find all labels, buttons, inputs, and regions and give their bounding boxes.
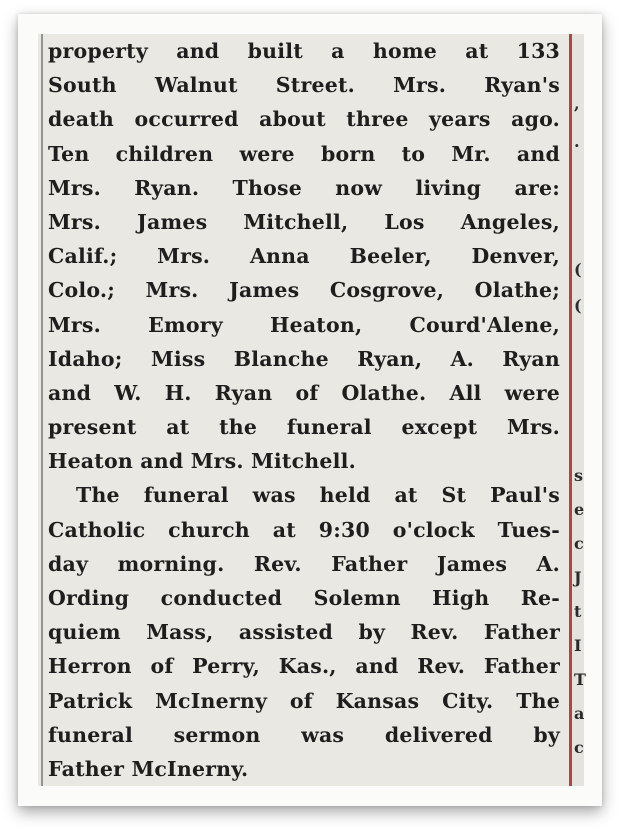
article-line: Mrs. Ryan. Those now living are: xyxy=(48,175,560,200)
next-column-glyph: , xyxy=(574,94,580,113)
article-line: Heaton and Mrs. Mitchell. xyxy=(48,449,356,474)
article-line: Father McInerny. xyxy=(48,756,249,781)
column-rule-left xyxy=(41,34,43,786)
next-column-glyph: t xyxy=(574,602,582,621)
article-line: Herron of Perry, Kas., and Rev. Father xyxy=(48,654,560,679)
next-column-glyph: s xyxy=(574,466,584,485)
article-line: funeral sermon was delivered by xyxy=(48,722,560,747)
article-line: Colo.; Mrs. James Cosgrove, Olathe; xyxy=(48,278,560,303)
article-line: present at the funeral except Mrs. xyxy=(48,415,560,440)
article-line: death occurred about three years ago. xyxy=(48,107,560,132)
article-line: Idaho; Miss Blanche Ryan, A. Ryan xyxy=(48,346,560,371)
next-column-glyph: ( xyxy=(574,296,582,315)
article-line: South Walnut Street. Mrs. Ryan's xyxy=(48,73,560,98)
article-line: Mrs. James Mitchell, Los Angeles, xyxy=(48,209,560,234)
next-column-glyph: . xyxy=(574,132,580,151)
next-column-glyph: ( xyxy=(574,260,582,279)
article-line: Catholic church at 9:30 o'clock Tues- xyxy=(48,517,560,542)
article-line: Ording conducted Solemn High Re- xyxy=(48,586,560,610)
article-paragraph-start: The funeral was held at St Paul's xyxy=(76,483,560,508)
next-column-glyph: e xyxy=(574,500,585,519)
newspaper-clipping xyxy=(38,34,584,786)
article-line: day morning. Rev. Father James A. xyxy=(48,551,560,576)
article-line: Ten children were born to Mr. and xyxy=(48,141,560,166)
article-line: property and built a home at 133 xyxy=(48,39,560,63)
article-line: quiem Mass, assisted by Rev. Father xyxy=(48,620,560,645)
article-text xyxy=(48,34,560,786)
next-column-edge xyxy=(572,34,584,786)
next-column-glyph: J xyxy=(574,568,582,587)
next-column-glyph: c xyxy=(574,738,584,757)
next-column-glyph: T xyxy=(574,670,586,689)
next-column-glyph: I xyxy=(574,636,582,655)
article-line: Mrs. Emory Heaton, Courd'Alene, xyxy=(48,312,560,337)
article-line: Calif.; Mrs. Anna Beeler, Denver, xyxy=(48,244,560,269)
article-line: Patrick McInerny of Kansas City. The xyxy=(48,688,560,713)
next-column-glyph: c xyxy=(574,534,584,553)
article-line: and W. H. Ryan of Olathe. All were xyxy=(48,380,560,405)
next-column-glyph: a xyxy=(574,704,585,723)
photo-frame xyxy=(18,14,602,806)
